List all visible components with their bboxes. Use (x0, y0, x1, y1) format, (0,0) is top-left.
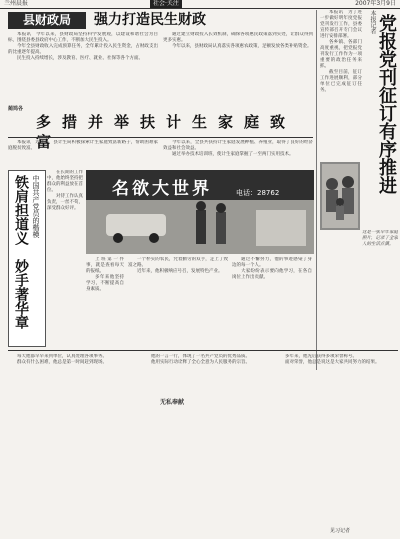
issue-date: 2007年3月9日 (355, 0, 396, 7)
lower-rule (8, 350, 398, 351)
lower-center-text: 他的一言一行，体现了一名共产党员的优秀品质。 他用实际行动诠释了全心全意为人民服务的宗旨。 (151, 354, 250, 365)
sidebar-divider (316, 10, 317, 370)
page-header (0, 0, 400, 8)
left-column-text: 在长期的工作中，他始终坚持把群众的利益放在首位。 对待工作认真负责，一丝不苟，深受群众好评。 (47, 170, 83, 211)
article-col-1: 本报讯 今年以来，县财政局坚持科学发展观，以建设和谐社会为目标，围绕县委县政府中心工作，不断加大民生投入。 今年全县财政收入完成预算任务，全年累计投入民生资金，占财政支出的比重逐年提高。 民生投入持续增长，涉及教育、医疗、就业、社保等各个方面。 (8, 32, 158, 61)
store-sign: 名欲大世界 (112, 179, 212, 199)
article-kicker: 县财政局 (8, 12, 86, 29)
header-rule (0, 8, 400, 9)
sidebar-text: 本报讯 为了进一步做好明年度党报党刊发行工作，县委宣传部召开专门会议进行安排部署。 各乡镇、各部门高度重视，把党报党刊发行工作作为一项重要的政治任务来抓。 截至目前，征订工作进展顺利，部分单位已完成征订任务。 (320, 10, 362, 93)
feature-text: 今年以来，全县共扶持计生家庭发展种植、养殖业，取得了良好的经济效益和社会效益。 通过举办技术培训班，使计生家庭掌握了一至两门实用技术。 (163, 140, 313, 157)
footer-note: 见习记者 (330, 528, 351, 534)
article-headline: 强力打造民生财政 (94, 12, 206, 28)
vertical-headline-box (8, 170, 46, 347)
vertical-subheadline: 中国共产党员的楷模 (32, 175, 40, 238)
section-name: 社会·关注 (150, 0, 182, 8)
paper-name: 兰州晨报 (4, 0, 29, 7)
sidebar-title: 党报党刊征订有序推进 (376, 14, 397, 194)
feature-rule (8, 137, 313, 138)
feature-lead: 本报讯 近年来，县计生局积极探索计生家庭致富新路子，帮助困难家庭脱贫致富。 (8, 140, 158, 151)
center-column-text: 一个朴实的农民，凭着勤劳的双手，走上了致富之路。 近年来，他积极响应号召，发展特色产业。 (128, 257, 228, 274)
vertical-headline: 铁肩担道义 妙手著华章 (13, 175, 29, 329)
lower-right-text: 多年来，他先后获得多项荣誉称号。 面对荣誉，他总是说这是大家共同努力的结果。 (285, 354, 380, 365)
store-photo (86, 170, 314, 254)
store-phone: 电话：28762 (236, 189, 280, 197)
article-col-2: 通过建立财政投入长效机制，确保各项惠民政策落到实处，让群众得到更多实惠。 今年以来，县财政局认真落实各项惠农政策，足额发放各类补贴资金。 (163, 32, 313, 49)
feature-banner-text: 多措并举扶计生家庭致富 (36, 113, 297, 151)
lower-center-heading: 无私奉献 (160, 399, 185, 406)
narrow-column-text: 上班第一件事，就是查看每天的报纸。 多年来他坚持学习，不断提高自身素质。 (86, 257, 124, 292)
sidebar-caption: 这是一张早年家庭照片，记录了全家人的生活点滴。 (362, 230, 398, 247)
family-photo-image (320, 162, 360, 230)
lower-left-text: 每天他都早早来到单位，认真处理各项事务。 群众有什么困难，他总是第一时间赶到现场。 (17, 354, 107, 365)
right-column-text: 通过不懈努力，他的事迹感染了身边的每一个人。 大家纷纷表示要向他学习，在各自岗位上作出贡献。 (232, 257, 312, 280)
feature-lead-label: 蔺鸠各 (8, 106, 24, 112)
sidebar-kicker: 本报记者 (369, 10, 376, 34)
sidebar-photo (320, 162, 360, 230)
